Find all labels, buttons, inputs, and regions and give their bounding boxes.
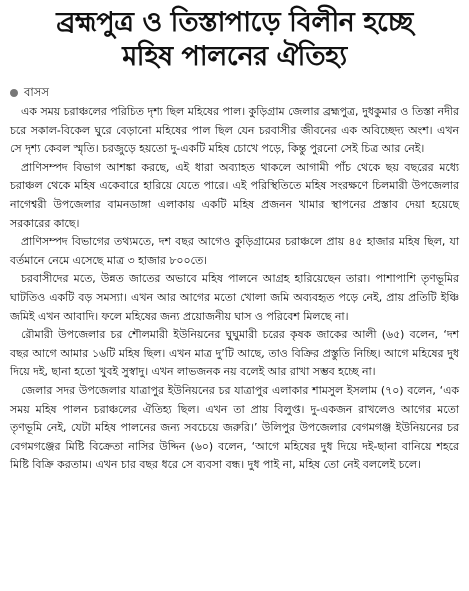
headline <box>10 6 459 74</box>
paragraph-6: জেলার সদর উপজেলার যাত্রাপুর ইউনিয়নের চর যাত্রাপুর এলাকার শামসুল ইসলাম (৭০) বলেন, ‘এক সময় মহিষ পালন চরাঞ্চলের ঐতিহ্য ছিল। এখন তা প্রায় বিলুপ্ত। দু-একজন রাখলেও আগের মতো তৃণভূমি নেই, যেটা মহিষ পালনের জন্য সবচেয়ে জরুরি।’ উলিপুর উপজেলার বেগমগঞ্জ ইউনিয়নের চর বেগমগঞ্জের মিষ্টি বিক্রেতা নাসির উদ্দিন (৬০) বলেন, ‘আগে মহিষের দুধ দিয়ে দই-ছানা বানিয়ে শহরে মিষ্টি বিক্রি করতাম। এখন চার বছর ধরে সে ব্যবসা বন্ধ। দুধ পাই না, মহিষ তো নেই বললেই চলে। <box>10 383 459 472</box>
paragraph-3: প্রাণিসম্পদ বিভাগের তথ্যমতে, দশ বছর আগেও কুড়িগ্রামের চরাঞ্চলে প্রায় ৪৫ হাজার মহিষ ছিল, যা বর্তমানে নেমে এসেছে মাত্র ৩ হাজার ৮০০তে। <box>10 235 459 267</box>
paragraph-5: রৌমারী উপজেলার চর শৌলমারী ইউনিয়নের ঘুঘুমারী চরের কৃষক জাকের আলী (৬৫) বলেন, ‘দশ বছর আগে আমার ১৬টি মহিষ ছিল। এখন মাত্র দু’টি আছে, তাও বিক্রির প্রস্তুতি নিচ্ছি। আগে মহিষের দুধ দিয়ে দই, ছানা হতো খুবই সুস্বাদু। এখন লাভজনক নয় বলেই আর রাখা সম্ভব হচ্ছে না। <box>10 328 459 379</box>
paragraph-1: এক সময় চরাঞ্চলের পরিচিত দৃশ্য ছিল মহিষের পাল। কুড়িগ্রাম জেলার ব্রহ্মপুত্র, দুধকুমার ও তিস্তা নদীর চরে সকাল-বিকেল ঘুরে বেড়ানো মহিষের পাল ছিল যেন চরবাসীর জীবনের এক অবিচ্ছেদ্য অংশ। এখন সে দৃশ্য কেবল স্মৃতি। চরজুড়ে হয়তো দু-একটি মহিষ চোখে পড়ে, কিন্তু পুরনো সেই চিত্র আর নেই। <box>10 105 459 156</box>
bullet-icon <box>10 89 18 97</box>
byline-source: বাসস <box>24 84 49 99</box>
byline <box>10 84 459 102</box>
paragraph-4: চরবাসীদের মতে, উন্নত জাতের অভাবে মহিষ পালনে আগ্রহ হারিয়েছেন তারা। পাশাপাশি তৃণভূমির ঘাটতিও একটি বড় সমস্যা। এখন আর আগের মতো খোলা জমি অব্যবহৃত পড়ে নেই, প্রায় প্রতিটি ইঞ্চি জমিই এখন আবাদি। ফলে মহিষের জন্য প্রয়োজনীয় ঘাস ও পরিবেশ মিলছে না। <box>10 272 459 323</box>
headline-line-2: মহিষ পালনের ঐতিহ্য <box>122 41 347 72</box>
paragraph-2: প্রাণিসম্পদ বিভাগ আশঙ্কা করছে, এই ধারা অব্যাহত থাকলে আগামী পাঁচ থেকে ছয় বছরের মধ্যে চরাঞ্চল থেকে মহিষ একেবারে হারিয়ে যেতে পারে। এই পরিস্থিতিতে মহিষ সংরক্ষণে চিলমারী উপজেলার নাগেশ্বরী উপজেলার বামনডাঙ্গা এলাকায় একটি মহিষ প্রজনন খামার স্থাপনের প্রস্তাব দেয়া হয়েছে সরকারের কাছে। <box>10 160 459 230</box>
headline-line-1: ব্রহ্মপুত্র ও তিস্তাপাড়ে বিলীন হচ্ছে <box>56 7 413 38</box>
article-body <box>10 103 459 475</box>
